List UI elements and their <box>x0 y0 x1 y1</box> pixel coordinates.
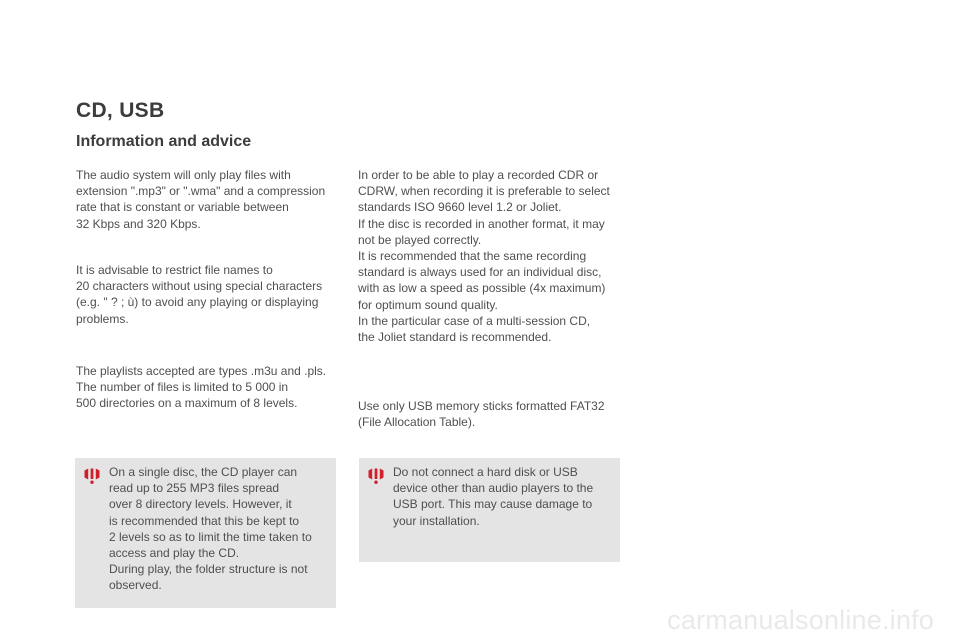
warning-note-cd-text: On a single disc, the CD player can read up to 255 MP3 files spread over 8 directory levels. However, it is recommended that this be kept to 2 levels so as to limit the time taken to access and play the CD. During play, the folder structure is not observed. <box>109 465 312 593</box>
warning-note-cd <box>75 458 336 608</box>
watermark: carmanualsonline.info <box>667 605 934 635</box>
page-title: CD, USB <box>76 99 165 122</box>
paragraph-usb-format: Use only USB memory sticks formatted FAT32 (File Allocation Table). <box>358 399 605 430</box>
warning-note-usb-text: Do not connect a hard disk or USB device other than audio players to the USB port. This may cause damage to your installation. <box>393 465 594 528</box>
paragraph-playlists: The playlists accepted are types .m3u and .pls. The number of files is limited to 5 000 in 500 directories on a maximum of 8 levels. <box>76 364 327 411</box>
warning-icon <box>367 467 385 485</box>
paragraph-file-format: The audio system will only play files with extension ".mp3" or ".wma" and a compression rate that is constant or variable between 32 Kbps and 320 Kbps. <box>76 168 326 231</box>
paragraph-file-names: It is advisable to restrict file names to 20 characters without using special characters (e.g. " ? ; ù) to avoid any playing or displaying problems. <box>76 263 323 326</box>
warning-icon <box>83 467 101 485</box>
paragraph-recording-standards: In order to be able to play a recorded CDR or CDRW, when recording it is preferable to select standards ISO 9660 level 1.2 or Joliet. If the disc is recorded in another format, it may not be played correctly. It is recommended that the same recording standard is always used for an individual disc, with as low a speed as possible (4x maximum) for optimum sound quality. In the particular case of a multi-session CD, the Joliet standard is recommended. <box>358 168 610 345</box>
section-subtitle: Information and advice <box>76 133 252 150</box>
warning-note-usb <box>359 458 620 562</box>
